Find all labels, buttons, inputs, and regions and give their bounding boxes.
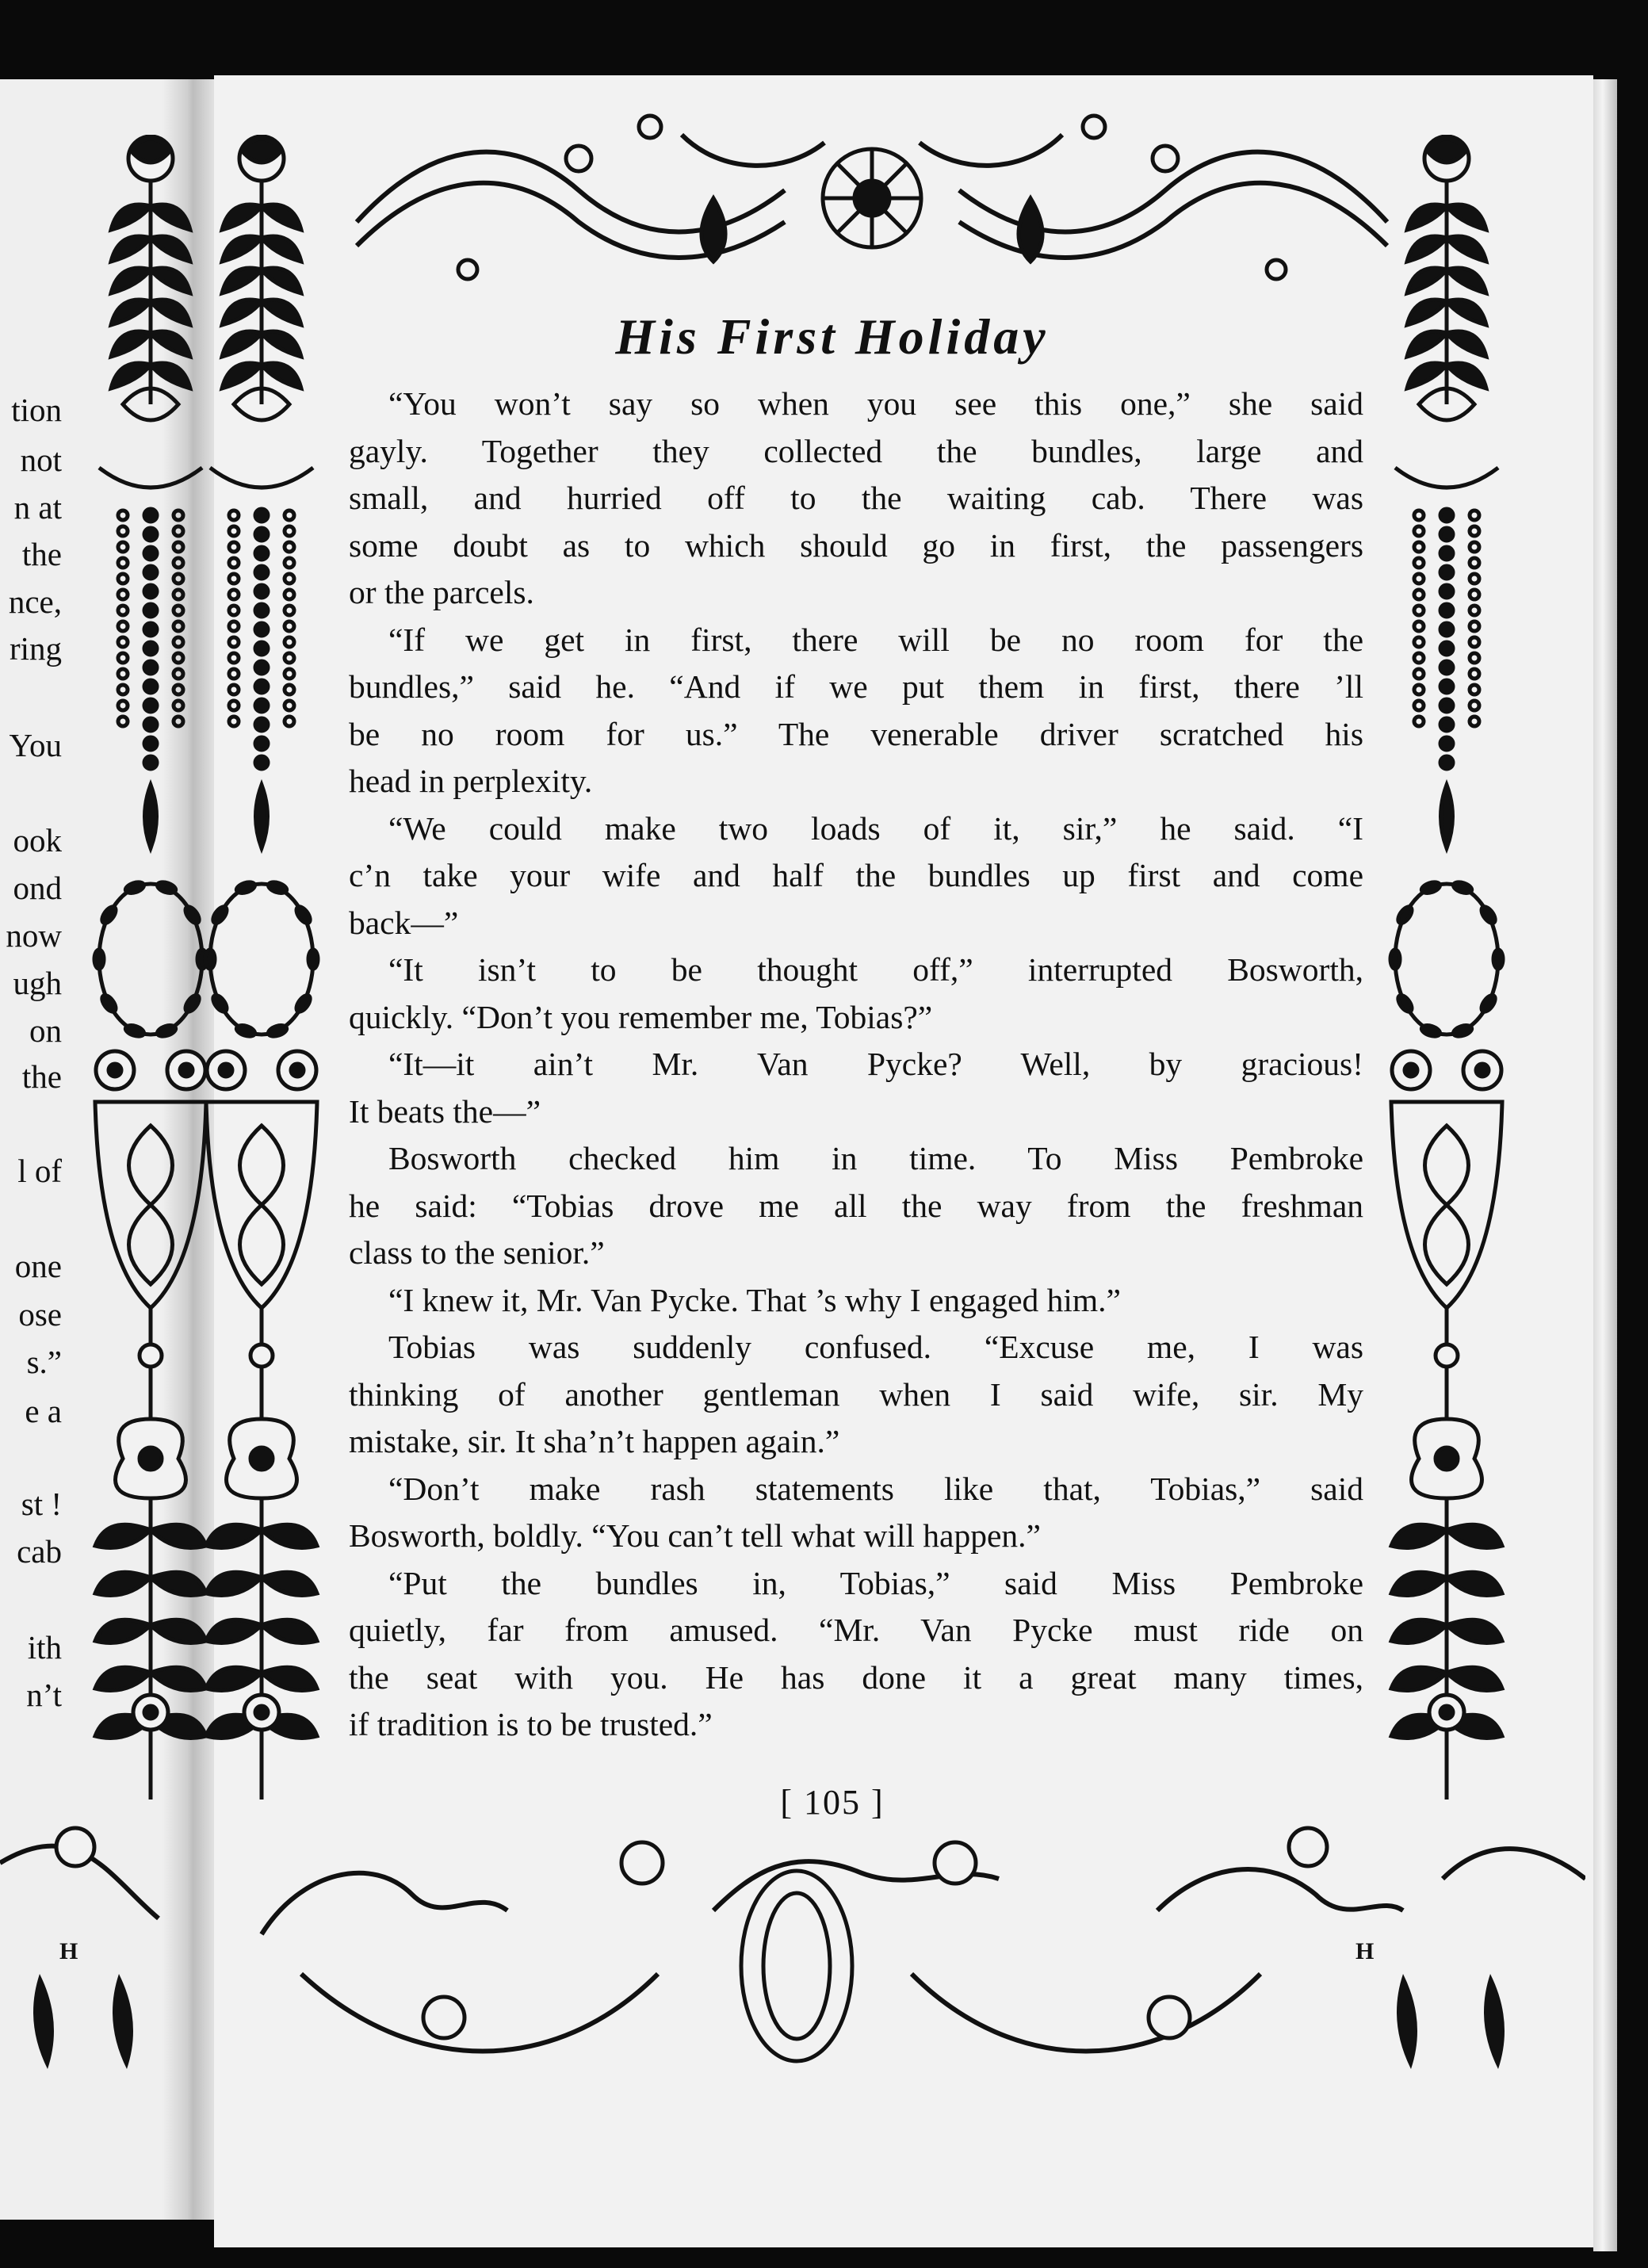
text-line: “Put the bundles in, Tobias,” said Miss Pembroke xyxy=(388,1564,1363,1601)
previous-page-fragment: e a xyxy=(25,1393,62,1429)
previous-page-fragment: the xyxy=(21,536,62,572)
previous-page-fragment: s.” xyxy=(26,1344,62,1380)
paragraph xyxy=(349,1324,1363,1466)
previous-page-fragment: l of xyxy=(17,1153,62,1189)
text-line: small, and hurried off to the waiting cab. There was xyxy=(349,480,1363,516)
previous-page-fragment: nce, xyxy=(8,583,62,620)
paragraph xyxy=(349,1041,1363,1135)
paragraph xyxy=(349,1466,1363,1560)
bottom-ornamental-border xyxy=(0,1815,1585,2085)
previous-page-fragment: You xyxy=(9,727,62,763)
paragraph xyxy=(349,1560,1363,1749)
previous-page-fragment: ond xyxy=(13,870,62,906)
previous-page-fragment: n at xyxy=(13,489,62,526)
previous-page-fragment: st ! xyxy=(21,1486,62,1522)
previous-page-fragment: ugh xyxy=(13,965,62,1001)
text-line: “I knew it, Mr. Van Pycke. That ’s why I engaged him.” xyxy=(388,1281,1121,1318)
left-ornamental-column xyxy=(194,135,329,1831)
previous-page-fragment: ring xyxy=(9,630,62,667)
paragraph xyxy=(349,947,1363,1041)
previous-page-fragment: ook xyxy=(13,822,62,859)
previous-page-fragment: on xyxy=(29,1012,62,1049)
previous-page-fragment: tion xyxy=(11,392,62,428)
page-title: His First Holiday xyxy=(615,308,1050,365)
page-edge xyxy=(1593,79,1617,2251)
paragraph xyxy=(349,1135,1363,1277)
previous-page-fragment: cab xyxy=(17,1533,62,1570)
previous-page-fragment: now xyxy=(6,917,62,954)
previous-page-fragment: the xyxy=(21,1058,62,1095)
previous-page-fragment: ith xyxy=(27,1629,62,1666)
text-line: quietly, far from amused. “Mr. Van Pycke must ride on xyxy=(349,1612,1363,1648)
paragraph xyxy=(349,381,1363,617)
text-line: gayly. Together they collected the bundles, large and xyxy=(349,432,1363,469)
text-line: back—” xyxy=(349,904,459,941)
right-ornamental-column xyxy=(1379,135,1514,1831)
text-line: Bosworth checked him in time. To Miss Pembroke xyxy=(388,1140,1363,1176)
text-line: “It isn’t to be thought off,” interrupted Bosworth, xyxy=(388,951,1363,988)
text-line: “We could make two loads of it, sir,” he said. “I xyxy=(388,809,1363,847)
page-number: [ 105 ] xyxy=(780,1783,885,1822)
previous-page-fragment: n’t xyxy=(26,1677,62,1713)
text-line: c’n take your wife and half the bundles up first and come xyxy=(349,857,1363,893)
text-line: Tobias was suddenly confused. “Excuse me, I was xyxy=(388,1329,1363,1365)
text-line: be no room for us.” The venerable driver scratched his xyxy=(349,715,1363,752)
text-line: head in perplexity. xyxy=(349,763,593,799)
text-line: thinking of another gentleman when I said wife, sir. My xyxy=(349,1375,1363,1413)
text-line: It beats the—” xyxy=(349,1092,541,1130)
previous-page-fragment: not xyxy=(20,442,62,478)
text-line: “If we get in first, there will be no room for the xyxy=(388,621,1363,658)
text-line: if tradition is to be trusted.” xyxy=(349,1706,713,1742)
text-line: mistake, sir. It sha’n’t happen again.” xyxy=(349,1423,840,1459)
previous-page-fragment: one xyxy=(14,1248,62,1284)
paragraph xyxy=(349,617,1363,805)
text-line: quickly. “Don’t you remember me, Tobias?” xyxy=(349,998,933,1035)
text-line: he said: “Tobias drove me all the way from the freshman xyxy=(349,1187,1363,1224)
left-monogram: H xyxy=(59,1938,78,1964)
body-text xyxy=(349,381,1363,1749)
text-line: “You won’t say so when you see this one,” she said xyxy=(388,385,1363,422)
text-line: “It—it ain’t Mr. Van Pycke? Well, by gracious! xyxy=(388,1046,1363,1082)
paragraph xyxy=(349,1277,1363,1325)
text-line: the seat with you. He has done it a great many times, xyxy=(349,1658,1363,1696)
text-line: “Don’t make rash statements like that, Tobias,” said xyxy=(388,1470,1363,1507)
text-line: Bosworth, boldly. “You can’t tell what will happen.” xyxy=(349,1517,1041,1554)
previous-page-fragment: ose xyxy=(18,1296,62,1333)
text-line: class to the senior.” xyxy=(349,1234,605,1271)
top-ornamental-border xyxy=(341,103,1403,285)
right-monogram: H xyxy=(1355,1938,1375,1964)
paragraph xyxy=(349,805,1363,947)
text-line: some doubt as to which should go in first, the passengers xyxy=(349,526,1363,564)
text-line: or the parcels. xyxy=(349,574,534,610)
text-line: bundles,” said he. “And if we put them in first, there ’ll xyxy=(349,668,1363,705)
